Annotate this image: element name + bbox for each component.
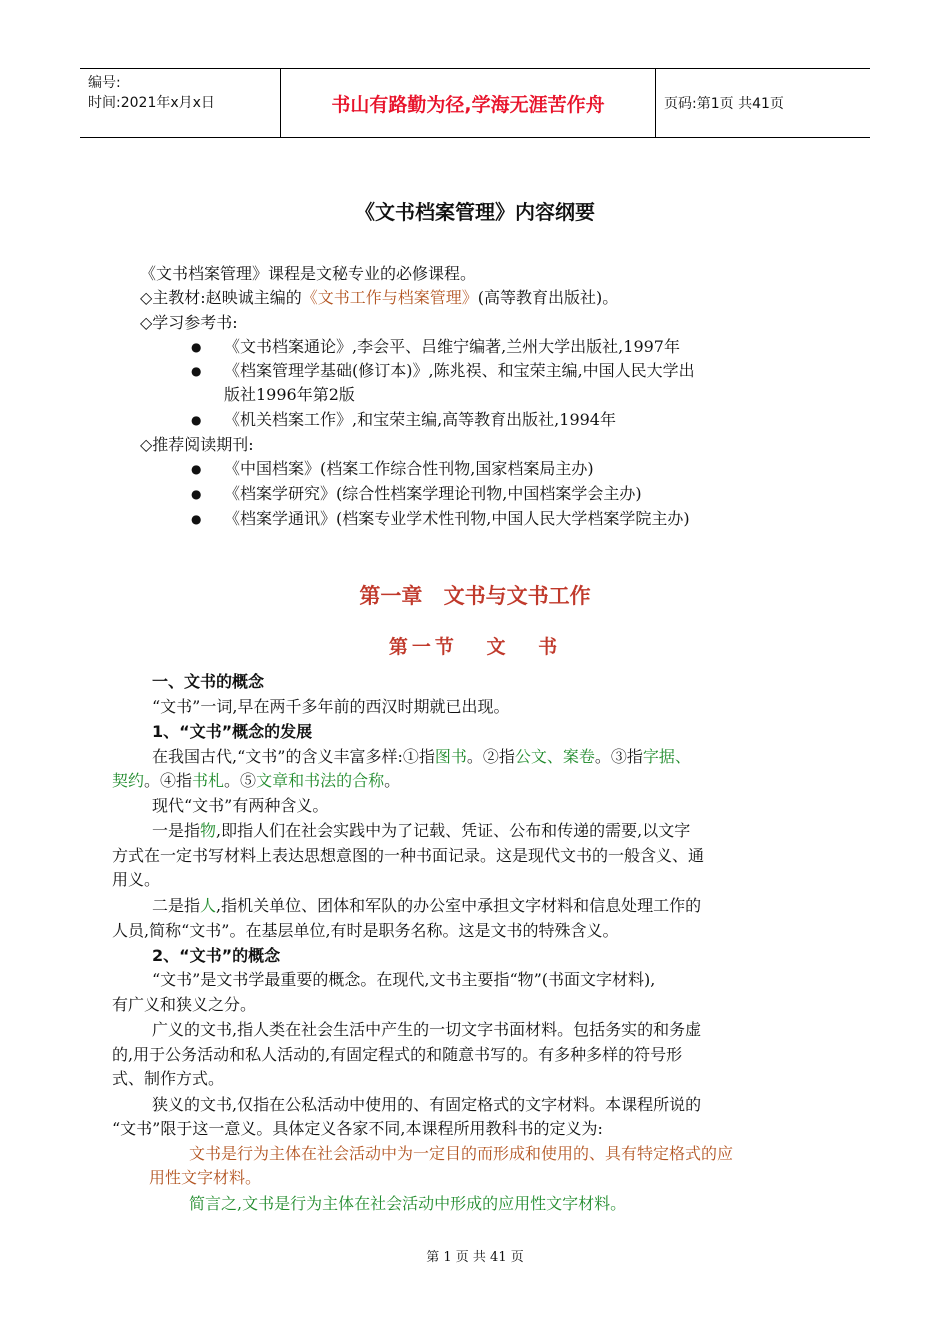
page-footer: 第 1 页 共 41 页	[426, 1250, 524, 1265]
highlight-term: 物	[200, 821, 217, 840]
paragraph-line: 人员,简称“文书”。在基层单位,有时是职务名称。这是文书的特殊含义。	[112, 921, 619, 940]
summary-definition: 简言之,文书是行为主体在社会活动中形成的应用性文字材料。	[189, 1194, 627, 1213]
definition-line: 用性文字材料。	[149, 1168, 262, 1187]
text-run: 。	[384, 771, 401, 790]
highlight-term: 图书	[434, 747, 467, 766]
bullet-icon: ●	[191, 487, 202, 501]
highlight-term: 契约	[112, 771, 145, 790]
journal-item: 《中国档案》(档案工作综合性刊物,国家档案局主办)	[224, 459, 594, 478]
text-run: 。⑤	[224, 771, 257, 790]
paragraph-line: 狭义的文书,仅指在公私活动中使用的、有固定格式的文字材料。本课程所说的	[152, 1095, 702, 1114]
paragraph-line: “文书”是文书学最重要的概念。在现代,文书主要指“物”(书面文字材料),	[152, 970, 656, 989]
subheading: 2、“文书”的概念	[152, 946, 281, 965]
ref-item: 《机关档案工作》,和宝荣主编,高等教育出版社,1994年	[224, 410, 616, 429]
intro-line: 《文书档案管理》课程是文秘专业的必修课程。	[140, 264, 477, 283]
paragraph-line: 式、制作方式。	[112, 1069, 225, 1088]
textbook-line	[140, 286, 618, 310]
header-meta	[80, 69, 281, 137]
paragraph-line: “文书”限于这一意义。具体定义各家不同,本课程所用教科书的定义为:	[112, 1119, 603, 1138]
text-run: 。④指	[144, 771, 193, 790]
textbook-suffix: (高等教育出版社)。	[477, 288, 619, 307]
chapter-heading: 第一章 文书与文书工作	[359, 584, 591, 608]
page-header	[80, 68, 870, 138]
bullet-icon: ●	[191, 413, 202, 427]
paragraph-line: 用义。	[112, 870, 161, 889]
header-motto: 书山有路勤为径,学海无涯苦作舟	[281, 69, 656, 137]
highlight-term: 公文、案卷	[514, 747, 595, 766]
text-run: 一是指	[152, 821, 201, 840]
textbook-prefix: ◇主教材:赵映诚主编的	[140, 288, 302, 307]
journal-item: 《档案学通讯》(档案专业学术性刊物,中国人民大学档案学院主办)	[224, 509, 690, 528]
section-heading: 第一节 文 书	[388, 636, 562, 658]
paragraph-line: 方式在一定书写材料上表达思想意图的一种书面记录。这是现代文书的一般含义、通	[112, 846, 705, 865]
paragraph-line: 现代“文书”有两种含义。	[152, 796, 329, 815]
text-run: 。②指	[466, 747, 515, 766]
paragraph-line: 广义的文书,指人类在社会生活中产生的一切文字书面材料。包括务实的和务虚	[152, 1020, 702, 1039]
definition-line: 文书是行为主体在社会活动中为一定目的而形成和使用的、具有特定格式的应	[189, 1144, 734, 1163]
paragraph-line: “文书”一词,早在两千多年前的西汉时期就已出现。	[152, 697, 510, 716]
text-run: 。③指	[594, 747, 643, 766]
journal-item: 《档案学研究》(综合性档案学理论刊物,中国档案学会主办)	[224, 484, 642, 503]
subheading: 一、文书的概念	[152, 672, 265, 691]
journals-label: ◇推荐阅读期刊:	[140, 435, 254, 454]
text-run: 二是指	[152, 896, 201, 915]
paragraph-line: 有广义和狭义之分。	[112, 995, 257, 1014]
paragraph-line	[152, 894, 701, 918]
text-run: ,即指人们在社会实践中为了记载、凭证、公布和传递的需要,以文字	[216, 821, 691, 840]
paragraph-line	[152, 745, 691, 769]
document-title: 《文书档案管理》内容纲要	[355, 200, 595, 224]
highlight-term: 人	[200, 896, 217, 915]
ref-item: 《文书档案通论》,李会平、吕维宁编著,兰州大学出版社,1997年	[224, 337, 680, 356]
ref-item: 《档案管理学基础(修订本)》,陈兆祦、和宝荣主编,中国人民大学出	[224, 361, 695, 380]
bullet-icon: ●	[191, 512, 202, 526]
highlight-term: 文章和书法的合称	[256, 771, 385, 790]
text-run: ,指机关单位、团体和军队的办公室中承担文字材料和信息处理工作的	[216, 896, 702, 915]
highlight-term: 字据、	[642, 747, 691, 766]
time-label: 时间:2021年x月x日	[88, 95, 215, 111]
bullet-icon: ●	[191, 364, 202, 378]
textbook-name: 《文书工作与档案管理》	[301, 288, 478, 307]
number-label: 编号:	[88, 75, 121, 91]
bullet-icon: ●	[191, 340, 202, 354]
text-run: 在我国古代,“文书”的含义丰富多样:①指	[152, 747, 435, 766]
subheading: 1、“文书”概念的发展	[152, 722, 313, 741]
paragraph-line: 的,用于公务活动和私人活动的,有固定程式的和随意书写的。有多种多样的符号形	[112, 1045, 683, 1064]
header-page-info: 页码:第1页 共41页	[664, 96, 784, 112]
bullet-icon: ●	[191, 462, 202, 476]
ref-item-continued: 版社1996年第2版	[224, 385, 355, 404]
paragraph-line	[152, 819, 690, 843]
highlight-term: 书札	[192, 771, 225, 790]
paragraph-line	[112, 769, 400, 793]
refs-label: ◇学习参考书:	[140, 313, 238, 332]
